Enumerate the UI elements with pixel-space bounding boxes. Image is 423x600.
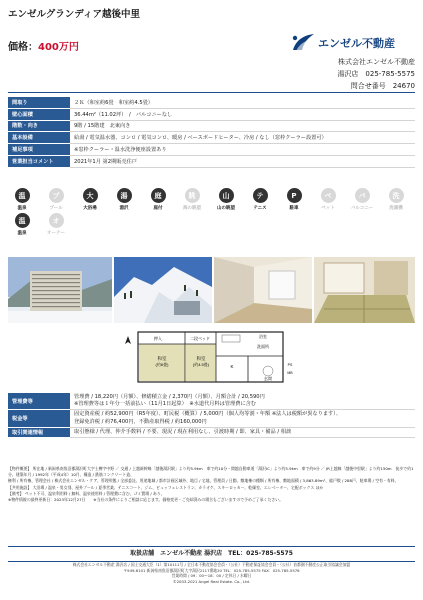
spec-value: 2021年1月 第2期販売住戸 xyxy=(70,155,415,167)
amenity-label: プール xyxy=(49,206,63,211)
footer-line2: 〒949-6101 新潟県南魚沼郡湯沢町大字湯沢2117番地20 TEL：025-785-5575 FAX：025-785-5576 xyxy=(123,567,300,573)
amenity-icon: 大 xyxy=(83,188,98,203)
amenity-item xyxy=(280,188,308,211)
amenity-icon: 洗 xyxy=(389,188,404,203)
property-notes xyxy=(8,466,415,503)
amenity-icon: 庭 xyxy=(151,188,166,203)
amenity-item xyxy=(8,188,36,211)
amenity-item xyxy=(42,213,70,236)
spec-row xyxy=(8,120,415,132)
spec-label: 壁心面積 xyxy=(8,108,70,120)
amenity-label: バルコニー xyxy=(350,206,374,211)
note-paragraph: 【備考】 ペット不可、温泉利用料 / 無料、温泉使用料 / 管理費に含む、ゴミ置場 / あり、 xyxy=(8,490,165,496)
floor-plan xyxy=(118,326,303,388)
amenity-item xyxy=(8,213,36,236)
amenity-label: 温泉 xyxy=(17,206,27,211)
fee-line: 登録免許税 / 約76,400円、不動産取得税 / 約160,000円 xyxy=(74,418,207,425)
header-divider xyxy=(8,92,415,93)
spec-row xyxy=(8,155,415,167)
inquiry-number: 問合せ番号 24670 xyxy=(350,82,415,90)
amenity-item xyxy=(382,188,410,211)
photo-building xyxy=(8,257,112,323)
amenity-icon: P xyxy=(287,188,302,203)
floorplan-mb: MB xyxy=(287,371,293,375)
fee-row xyxy=(8,427,415,437)
floorplan-room2-size: (約4.5畳) xyxy=(192,362,210,367)
footer-line1: 株式会社エンゼル不動産 湯沢店 / 国土交通大臣（1）第10111号 / 全日本不動産協会会員・（公社）不動産保証協会会員・（公社）首都圏不動産公正取引協議会加盟 xyxy=(72,562,351,567)
note-paragraph: ※物件情報の最終更新日：2023年12月27日 ※当社の条件によりご相談に応じます。価格変更・ご売却済みの場合もございますので予めご了承ください。 xyxy=(8,497,284,503)
amenity-item xyxy=(76,188,104,211)
price-label: 価格： xyxy=(8,42,38,53)
amenity-item xyxy=(314,188,342,211)
amenity-icon: プ xyxy=(49,188,64,203)
amenity-label: 駐車 xyxy=(289,206,299,211)
spec-value: 9階 / 15階建 北東向き xyxy=(70,120,415,132)
amenity-icon: 眺 xyxy=(185,188,200,203)
amenity-label: 湯沢 xyxy=(119,206,129,211)
spec-value: ２Ｋ（和室約6畳 和室約4.5畳） xyxy=(70,97,415,108)
price-row xyxy=(8,38,79,53)
amenity-label: 洗濯機 xyxy=(389,206,403,211)
amenity-icon: 湯 xyxy=(117,188,132,203)
note-paragraph: 【物件概要】 所在地 / 新潟県南魚沼郡湯沢町大字土樽字中野 ／ 交通 / 上越新幹線「越後湯沢駅」より約5.9km 車で約10分・関越自動車道「湯沢IC」より約5.9km 車で約9分 ／ JR上越線「越後中里駅」より約150m 徒歩で約1分、建築年月 / 1992年（平成4年）10月、構造 / 鉄筋コンクリート造、 xyxy=(8,466,414,478)
company-name: 株式会社エンゼル不動産 xyxy=(338,58,415,66)
spec-row xyxy=(8,108,415,120)
amenity-icon: ペ xyxy=(321,188,336,203)
spec-value: 36.44m²（11.02坪） / バルコニーなし xyxy=(70,108,415,120)
spec-label: 階数・向き xyxy=(8,120,70,132)
property-name: エンゼルグランディア越後中里 xyxy=(8,9,141,20)
fee-value xyxy=(70,410,415,427)
fee-line: ※管理費等は１年分一括前払い（11月1日起算） ※水道代月料は管理費に含む xyxy=(74,401,256,408)
amenity-icon: 温 xyxy=(15,213,30,228)
amenity-label: テニス xyxy=(253,206,267,211)
amenity-label: 大浴場 xyxy=(83,206,97,211)
amenity-icon: 温 xyxy=(15,188,30,203)
amenity-label: 海の眺望 xyxy=(183,206,201,211)
footer-line3: 営業時間 / 09：00〜18：00 / 定休日 / 水曜日 xyxy=(171,573,252,579)
amenity-item xyxy=(110,188,138,211)
spec-label: 基本設備 xyxy=(8,132,70,144)
amenity-item xyxy=(144,188,172,211)
fee-label: 管理費等 xyxy=(8,393,70,410)
spec-label: 間取り xyxy=(8,97,70,108)
footer-copyright: ©2003-2021 Angel Real Estate. Co., Ltd. xyxy=(172,578,251,584)
floorplan-bath: 浴室 xyxy=(259,334,267,339)
fee-line: 固定資産税 / 約52,900円（R5年度）、町民税（概算）/ 5,000円（個人均等割・年額 ※法人は税額が異なります）、 xyxy=(74,411,342,418)
photo-interior-room xyxy=(214,257,312,323)
photo-ski-slope xyxy=(114,257,212,323)
amenity-icon: バ xyxy=(355,188,370,203)
amenity-label: 庭付 xyxy=(153,206,163,211)
floorplan-oshiire: 押入 xyxy=(154,336,162,341)
spec-table xyxy=(8,97,415,168)
photo-tatami-room xyxy=(314,257,415,323)
price-value: 400万円 xyxy=(38,42,79,53)
fee-label: 取引関連情報 xyxy=(8,427,70,437)
company-branch-phone: 湯沢店 025-785-5575 xyxy=(337,70,415,78)
amenity-item xyxy=(42,188,70,211)
floorplan-k: K xyxy=(230,364,234,369)
footer-legal xyxy=(8,562,415,584)
amenity-item xyxy=(246,188,274,211)
amenity-label: 温泉 xyxy=(17,231,27,236)
company-info xyxy=(337,56,415,92)
company-logo xyxy=(290,32,415,54)
floorplan-room1-size: (約6畳) xyxy=(155,362,169,367)
floorplan-room1: 和室 xyxy=(157,356,167,361)
spec-label: 補足事項 xyxy=(8,144,70,156)
fee-value xyxy=(70,427,415,437)
spec-row xyxy=(8,144,415,156)
fee-label: 税金等 xyxy=(8,410,70,427)
floorplan-nidan: 二段ベッド xyxy=(190,336,210,341)
angel-wing-icon xyxy=(290,32,316,54)
company-phone[interactable]: 025-785-5575 xyxy=(365,70,415,78)
fee-row xyxy=(8,393,415,410)
floorplan-entrance: 玄関 xyxy=(264,376,272,381)
spec-row xyxy=(8,97,415,108)
spec-value: 給湯 / 電気温水器、コンロ / 電気コンロ、暖房 / ベースボードヒーター、冷房 / なし（窓枠クーラー設置可） xyxy=(70,132,415,144)
footer-contact: 取扱店舗 エンゼル不動産 湯沢店 TEL：025-785-5575 xyxy=(8,546,415,562)
floorplan-ps: PS xyxy=(287,363,293,367)
spec-row xyxy=(8,132,415,144)
fee-line: 管理費 / 18,220円（月額）、修繕積立金 / 2,370円（月額）、月額合計 / 20,590円 xyxy=(74,394,265,400)
spec-label: 営業担当コメント xyxy=(8,155,70,167)
fee-row xyxy=(8,410,415,427)
amenity-icon: 山 xyxy=(219,188,234,203)
fee-table xyxy=(8,393,415,438)
amenity-item xyxy=(348,188,376,211)
floorplan-room2: 和室 xyxy=(196,356,206,361)
fee-value xyxy=(70,393,415,410)
fee-line: 取引態様 / 代理、仲介手数料 / 不要、現況 / 現在利用なし、引渡時期 / 即、家具・備品 / 相談 xyxy=(74,428,292,435)
floorplan-washroom: 洗面所 xyxy=(257,344,269,349)
amenity-label: オーナー xyxy=(47,231,65,236)
note-paragraph: 【共用施設】 大浴場 / 温泉・男女別、屋外プール / 夏季営業、テニスコート、ジム、ビュッフェレストラン、カラオケ、スキーロッカー、乾燥室、エレベーター、宅配ボックス ほか xyxy=(8,484,324,490)
amenity-item xyxy=(212,188,240,211)
logo-text: エンゼル不動産 xyxy=(318,37,395,50)
amenity-icon: オ xyxy=(49,213,64,228)
amenity-label: 山の眺望 xyxy=(217,206,235,211)
amenity-label: ペット xyxy=(321,206,335,211)
spec-value: ※窓枠クーラー・温水洗浄便座設置あり xyxy=(70,144,415,156)
amenity-icon: テ xyxy=(253,188,268,203)
note-paragraph: 権利 / 所有権、管理会社 / 株式会社エンゼル・ケア、管理形態 / 全部委託、用途地域 / 都市計画区域外、地目 / 宅地、管理員 / 日勤、敷地権の種類 / 所有権、敷地面積 / 3,863.89m²、総戸数 / 288戸、駐車場 / 空有・有料、 xyxy=(8,478,399,484)
amenity-item xyxy=(178,188,206,211)
